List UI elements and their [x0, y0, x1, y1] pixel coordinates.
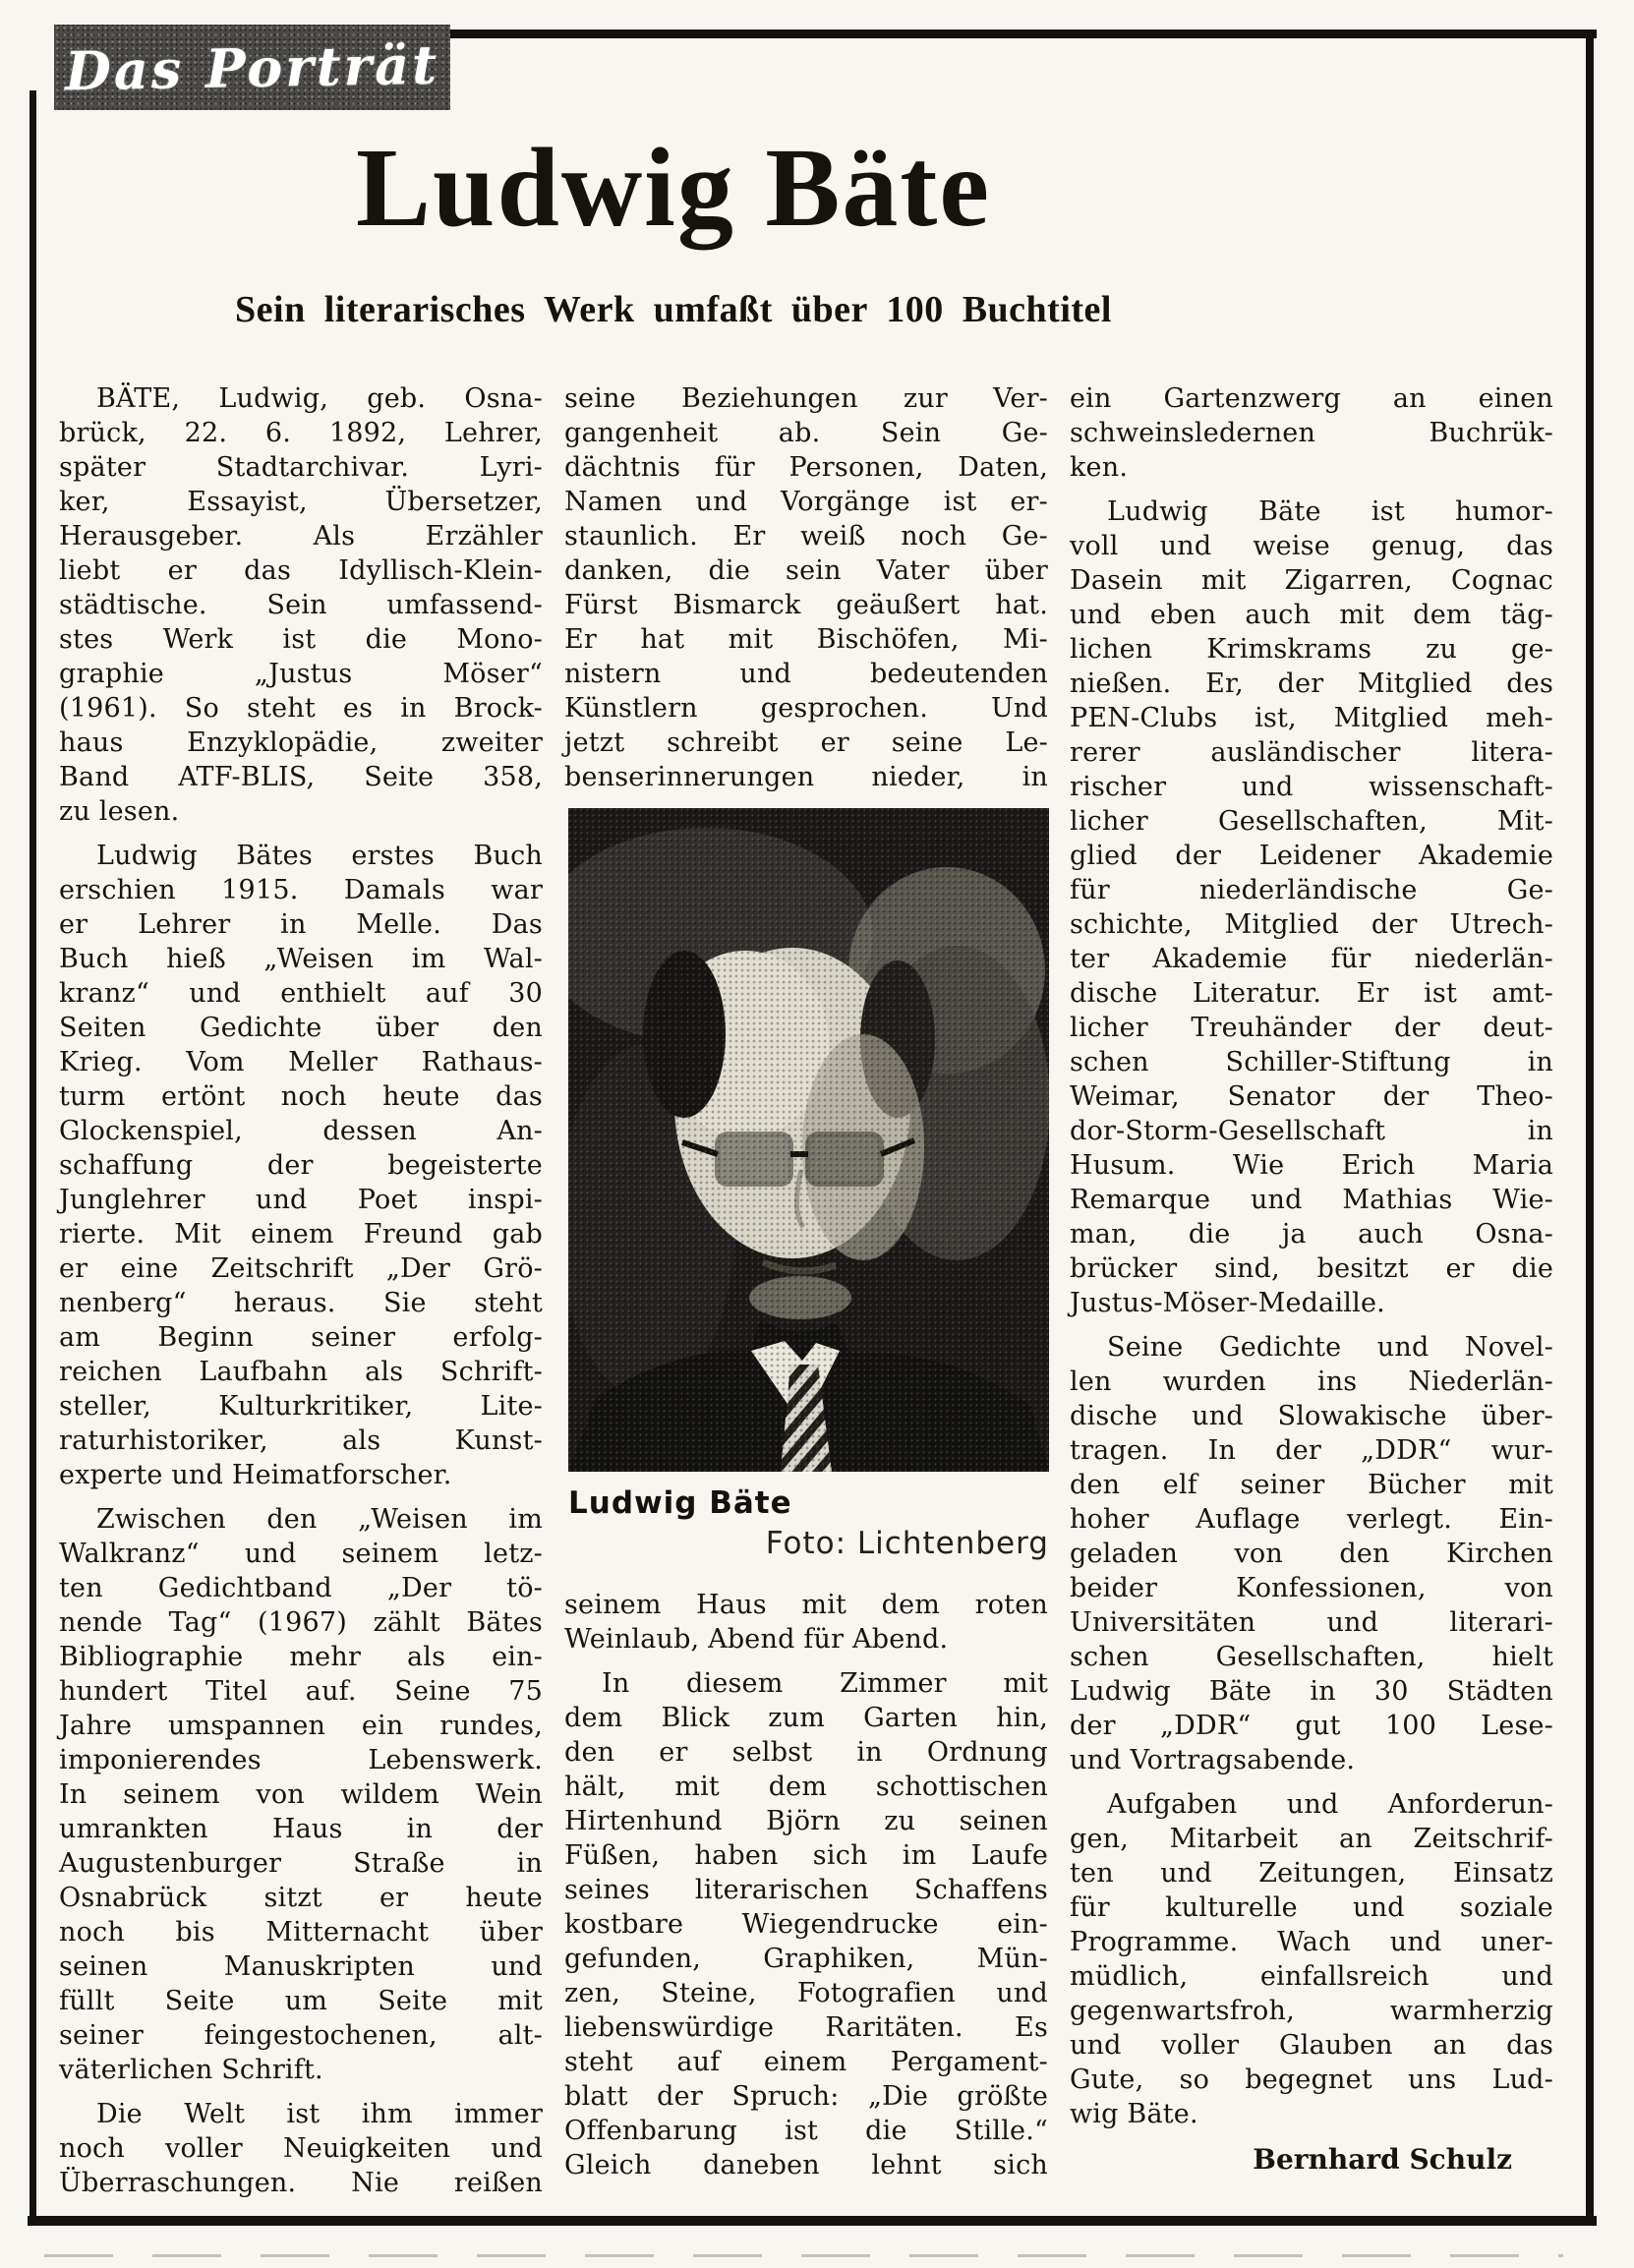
text-line: haus Enzyklopädie, zweiter [59, 727, 543, 758]
text-line: den elf seiner Bücher mit [1070, 1470, 1553, 1500]
bottom-border-rule [28, 2216, 1597, 2226]
text-line: blatt der Spruch: „Die größte [564, 2081, 1048, 2112]
paragraph [564, 381, 1048, 794]
photo-caption [568, 1483, 1049, 1564]
text-line: seines literarischen Schaffens [564, 1875, 1048, 1905]
text-line: Die Welt ist ihm immer [96, 2099, 543, 2129]
paragraph [1070, 381, 1553, 485]
text-line: zen, Steine, Fotografien und [564, 1978, 1048, 2008]
text-line: Krieg. Vom Meller Rathaus- [59, 1047, 543, 1077]
text-line: füllt Seite um Seite mit [59, 1986, 543, 2016]
text-line: liebenswürdige Raritäten. Es [564, 2012, 1048, 2043]
text-line: brück, 22. 6. 1892, Lehrer, [59, 418, 543, 448]
text-line: gefunden, Graphiken, Mün- [564, 1944, 1048, 1974]
text-line: BÄTE, Ludwig, geb. Osna- [96, 383, 543, 414]
text-line: gangenheit ab. Sein Ge- [564, 418, 1048, 448]
text-line: seiner feingestochenen, alt- [59, 2020, 543, 2051]
photo-caption-name: Ludwig Bäte [568, 1485, 792, 1521]
text-line: Überraschungen. Nie reißen [59, 2168, 543, 2198]
paragraph [564, 1666, 1048, 2182]
text-line: der „DDR“ gut 100 Lese- [1070, 1711, 1553, 1741]
text-line: Ludwig Bäte ist humor- [1107, 496, 1553, 527]
text-line: kostbare Wiegendrucke ein- [564, 1909, 1048, 1940]
text-line: seinen Manuskripten und [59, 1951, 543, 1982]
text-line: rierte. Mit einem Freund gab [59, 1219, 543, 1250]
text-line: staunlich. Er weiß noch Ge- [564, 521, 1048, 552]
text-line: liebt er das Idyllisch-Klein- [59, 555, 543, 586]
text-line: licher Gesellschaften, Mit- [1070, 806, 1553, 837]
text-line: Glockenspiel, dessen An- [59, 1116, 543, 1146]
text-line: Zwischen den „Weisen im [96, 1504, 543, 1535]
text-line: seine Beziehungen zur Ver- [564, 383, 1048, 414]
text-line: ken. [1070, 452, 1129, 483]
text-line: PEN-Clubs ist, Mitglied meh- [1070, 703, 1553, 733]
text-line: Seiten Gedichte über den [59, 1013, 543, 1043]
left-border-rule [29, 90, 36, 2222]
text-line: dische und Slowakische über- [1070, 1401, 1553, 1431]
page-fold-line [44, 2254, 1563, 2257]
text-line: Aufgaben und Anforderun- [1107, 1789, 1553, 1820]
article-title: Ludwig Bäte [356, 125, 991, 250]
text-line: imponierendes Lebenswerk. [59, 1745, 543, 1775]
text-line: benserinnerungen nieder, in [564, 762, 1048, 792]
text-line: Weinlaub, Abend für Abend. [564, 1624, 949, 1655]
text-line: raturhistoriker, als Kunst- [59, 1425, 543, 1456]
text-line: (1961). So steht es in Brock- [59, 693, 543, 724]
text-line: Jahre umspannen ein rundes, [59, 1711, 543, 1741]
text-line: Hirtenhund Björn zu seinen [564, 1806, 1048, 1836]
article-subtitle: Sein literarisches Werk umfaßt über 100 Buchtitel [235, 289, 1112, 330]
text-line: umrankten Haus in der [59, 1814, 543, 1844]
author-byline: Bernhard Schulz [1253, 2143, 1512, 2176]
paragraph [59, 839, 543, 1492]
portrait-photo-figure [568, 808, 1049, 1564]
text-line: Universitäten und literari- [1070, 1607, 1553, 1638]
text-line: Band ATF-BLIS, Seite 358, [59, 762, 543, 792]
text-line: väterlichen Schrift. [59, 2055, 323, 2085]
text-line: Bibliographie mehr als ein- [59, 1642, 543, 1672]
text-line: hält, mit dem schottischen [564, 1772, 1048, 1802]
paragraph [564, 1588, 1048, 1657]
text-line: für niederländische Ge- [1070, 875, 1553, 905]
text-line: kranz“ und enthielt auf 30 [59, 978, 543, 1009]
text-line: lichen Krimskrams zu ge- [1070, 634, 1553, 665]
text-line: ter Akademie für niederlän- [1070, 944, 1553, 974]
text-line: Ludwig Bätes erstes Buch [96, 841, 543, 871]
paragraph [59, 381, 543, 829]
text-line: dor-Storm-Gesellschaft in [1070, 1116, 1553, 1146]
paragraph [59, 1502, 543, 2087]
text-line: man, die ja auch Osna- [1070, 1219, 1553, 1250]
text-line: noch voller Neuigkeiten und [59, 2133, 543, 2164]
text-line: Herausgeber. Als Erzähler [59, 521, 543, 552]
text-line: turm ertönt noch heute das [59, 1081, 543, 1112]
text-line: schen Gesellschaften, hielt [1070, 1642, 1553, 1672]
text-line: experte und Heimatforscher. [59, 1460, 452, 1490]
text-line: dem Blick zum Garten hin, [564, 1703, 1048, 1733]
text-line: steller, Kulturkritiker, Lite- [59, 1391, 543, 1422]
text-line: nenberg“ heraus. Sie steht [59, 1288, 543, 1318]
text-line: geladen von den Kirchen [1070, 1539, 1553, 1569]
text-line: Füßen, haben sich im Laufe [564, 1840, 1048, 1871]
text-line: hoher Auflage verlegt. Ein- [1070, 1504, 1553, 1535]
text-line: erschien 1915. Damals war [59, 875, 543, 905]
column-2 [564, 381, 1048, 2210]
text-line: reichen Laufbahn als Schrift- [59, 1357, 543, 1387]
text-line: gegenwartsfroh, warmherzig [1070, 1996, 1553, 2026]
text-line: er Lehrer in Melle. Das [59, 909, 543, 940]
text-line: nistern und bedeutenden [564, 659, 1048, 689]
text-line: Dasein mit Zigarren, Cognac [1070, 565, 1553, 596]
text-line: schichte, Mitglied der Utrech- [1070, 909, 1553, 940]
right-border-rule [1586, 31, 1594, 2222]
text-line: und Vortragsabende. [1070, 1745, 1356, 1775]
text-line: für kulturelle und soziale [1070, 1892, 1553, 1923]
text-line: Walkranz“ und seinem letz- [59, 1539, 543, 1569]
text-line: zu lesen. [59, 796, 180, 827]
text-line: dächtnis für Personen, Daten, [564, 452, 1048, 483]
column-3 [1070, 381, 1553, 2210]
text-line: steht auf einem Pergament- [564, 2047, 1048, 2077]
text-line: beider Konfessionen, von [1070, 1573, 1553, 1603]
text-line: schaffung der begeisterte [59, 1150, 543, 1181]
section-badge [54, 25, 450, 110]
text-line: ker, Essayist, Übersetzer, [59, 487, 543, 517]
text-line: den er selbst in Ordnung [564, 1737, 1048, 1768]
text-line: später Stadtarchivar. Lyri- [59, 452, 543, 483]
column-1 [59, 381, 543, 2210]
section-badge-label: Das Porträt [64, 32, 440, 102]
text-line: licher Treuhänder der deut- [1070, 1013, 1553, 1043]
text-line: Programme. Wach und uner- [1070, 1927, 1553, 1957]
text-line: nende Tag“ (1967) zählt Bätes [59, 1607, 543, 1638]
text-line: Offenbarung ist die Stille.“ [564, 2116, 1048, 2146]
text-line: Weimar, Senator der Theo- [1070, 1081, 1553, 1112]
text-line: Künstlern gesprochen. Und [564, 693, 1048, 724]
text-line: Gute, so begegnet uns Lud- [1070, 2064, 1553, 2095]
text-line: Remarque und Mathias Wie- [1070, 1185, 1553, 1215]
top-border-rule [450, 29, 1597, 38]
text-line: hundert Titel auf. Seine 75 [59, 1676, 543, 1707]
text-line: Buch hieß „Weisen im Wal- [59, 944, 543, 974]
text-line: wig Bäte. [1070, 2099, 1198, 2129]
text-line: Husum. Wie Erich Maria [1070, 1150, 1553, 1181]
text-line: Seine Gedichte und Novel- [1107, 1332, 1553, 1363]
photo-caption-credit: Foto: Lichtenberg [765, 1526, 1049, 1561]
paragraph [59, 2097, 543, 2200]
paragraph [1070, 1330, 1553, 1777]
text-line: Fürst Bismarck geäußert hat. [564, 590, 1048, 620]
text-line: gen, Mitarbeit an Zeitschrif- [1070, 1824, 1553, 1854]
text-line: rerer ausländischer litera- [1070, 737, 1553, 768]
text-line: glied der Leidener Akademie [1070, 841, 1553, 871]
text-line: ten Gedichtband „Der tö- [59, 1573, 543, 1603]
text-line: und voller Glauben an das [1070, 2030, 1553, 2061]
text-line: Junglehrer und Poet inspi- [59, 1185, 543, 1215]
paragraph [1070, 1787, 1553, 2131]
text-line: tragen. In der „DDR“ wur- [1070, 1435, 1553, 1466]
text-line: Justus-Möser-Medaille. [1070, 1288, 1385, 1318]
text-line: In diesem Zimmer mit [602, 1668, 1048, 1699]
text-line: ten und Zeitungen, Einsatz [1070, 1858, 1553, 1889]
text-line: am Beginn seiner erfolg- [59, 1322, 543, 1353]
text-line: müdlich, einfallsreich und [1070, 1961, 1553, 1992]
text-line: Augustenburger Straße in [59, 1848, 543, 1879]
text-line: Osnabrück sitzt er heute [59, 1883, 543, 1913]
text-line: Gleich daneben lehnt sich [564, 2150, 1048, 2181]
text-line: voll und weise genug, das [1070, 531, 1553, 561]
text-line: schweinsledernen Buchrük- [1070, 418, 1553, 448]
text-line: dische Literatur. Er ist amt- [1070, 978, 1553, 1009]
text-line: brücker sind, besitzt er die [1070, 1253, 1553, 1284]
text-line: noch bis Mitternacht über [59, 1917, 543, 1948]
text-line: graphie „Justus Möser“ [59, 659, 543, 689]
text-line: jetzt schreibt er seine Le- [564, 727, 1048, 758]
portrait-photo [568, 808, 1049, 1472]
text-line: stes Werk ist die Mono- [59, 624, 543, 655]
text-line: In seinem von wildem Wein [59, 1779, 543, 1810]
text-line: Er hat mit Bischöfen, Mi- [564, 624, 1048, 655]
text-line: Namen und Vorgänge ist er- [564, 487, 1048, 517]
text-line: nießen. Er, der Mitglied des [1070, 669, 1553, 699]
text-line: Ludwig Bäte in 30 Städten [1070, 1676, 1553, 1707]
article-columns [59, 381, 1579, 2210]
text-line: er eine Zeitschrift „Der Grö- [59, 1253, 543, 1284]
text-line: rischer und wissenschaft- [1070, 772, 1553, 802]
text-line: und eben auch mit dem täg- [1070, 600, 1553, 630]
text-line: danken, die sein Vater über [564, 555, 1048, 586]
text-line: len wurden ins Niederlän- [1070, 1367, 1553, 1397]
text-line: schen Schiller-Stiftung in [1070, 1047, 1553, 1077]
paragraph [1070, 494, 1553, 1320]
text-line: städtische. Sein umfassend- [59, 590, 543, 620]
text-line: ein Gartenzwerg an einen [1070, 383, 1553, 414]
text-line: seinem Haus mit dem roten [564, 1590, 1048, 1620]
